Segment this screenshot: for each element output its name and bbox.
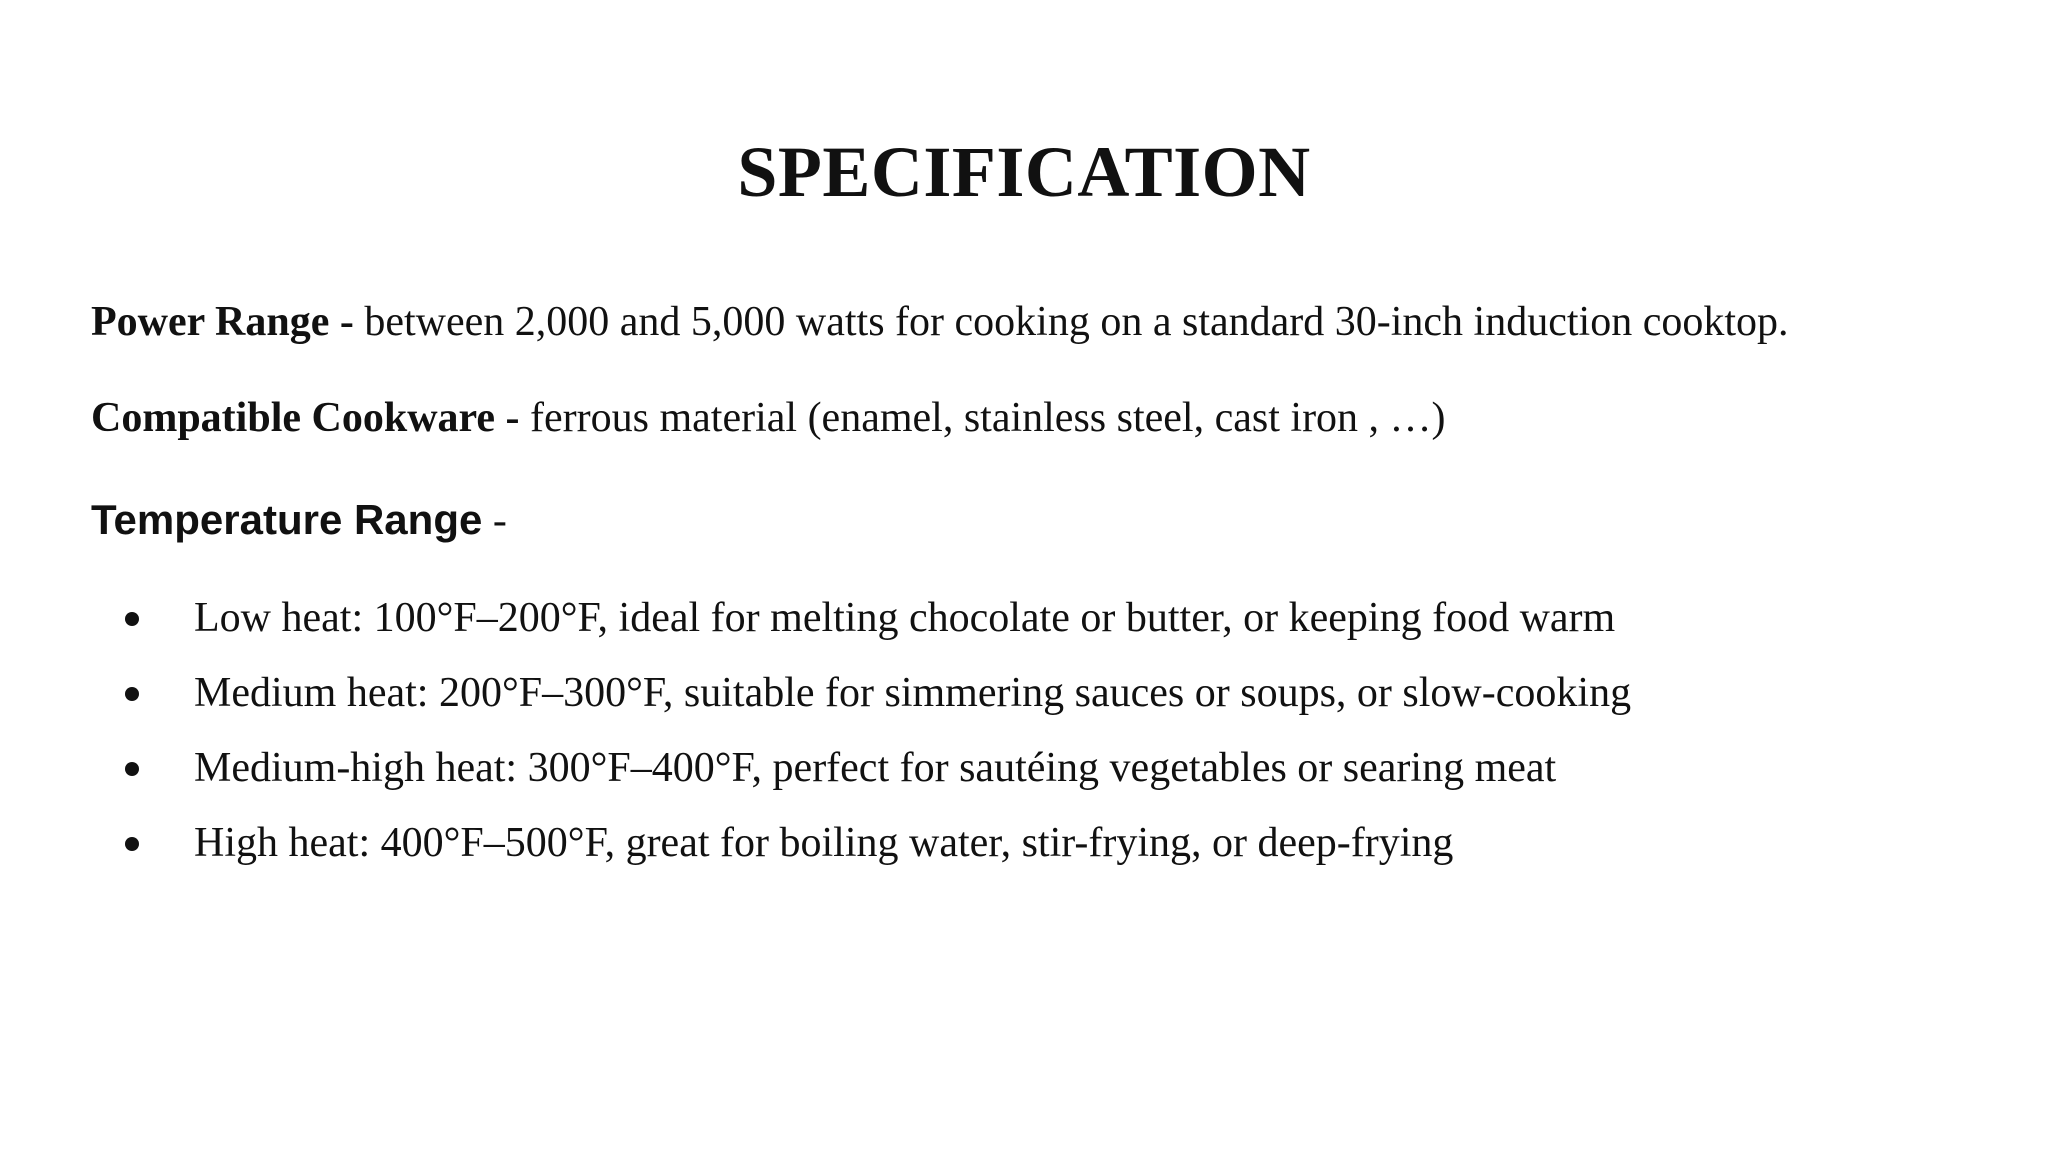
list-item-text: Medium heat: 200°F–300°F, suitable for simmering sauces or soups, or slow-cooking — [194, 670, 1632, 716]
bullet-icon — [125, 687, 139, 701]
bullet-icon — [125, 612, 139, 626]
page-title: SPECIFICATION — [737, 132, 1311, 212]
bullet-icon — [125, 762, 139, 776]
bullet-icon — [125, 837, 139, 851]
temperature-range-label: Temperature Range — [91, 496, 483, 543]
power-range-paragraph — [91, 290, 1843, 354]
list-item — [91, 581, 1843, 656]
power-range-label: Power Range - — [91, 299, 365, 345]
list-item — [91, 806, 1843, 881]
temperature-list — [91, 581, 1843, 881]
temperature-range-heading — [91, 488, 1843, 553]
spec-body — [91, 290, 1843, 881]
list-item — [91, 656, 1843, 731]
list-item-text: Medium-high heat: 300°F–400°F, perfect for sautéing vegetables or searing meat — [194, 745, 1557, 791]
compatible-cookware-text: ferrous material (enamel, stainless steel, cast iron , …) — [530, 395, 1446, 441]
list-item-text: Low heat: 100°F–200°F, ideal for melting chocolate or butter, or keeping food warm — [194, 595, 1616, 641]
compatible-cookware-label: Compatible Cookware - — [91, 395, 531, 441]
compatible-cookware-paragraph — [91, 386, 1843, 450]
list-item-text: High heat: 400°F–500°F, great for boiling water, stir-frying, or deep-frying — [194, 820, 1454, 866]
temperature-range-dash: - — [482, 498, 507, 544]
power-range-text: between 2,000 and 5,000 watts for cooking on a standard 30-inch induction cooktop. — [364, 299, 1789, 345]
list-item — [91, 731, 1843, 806]
